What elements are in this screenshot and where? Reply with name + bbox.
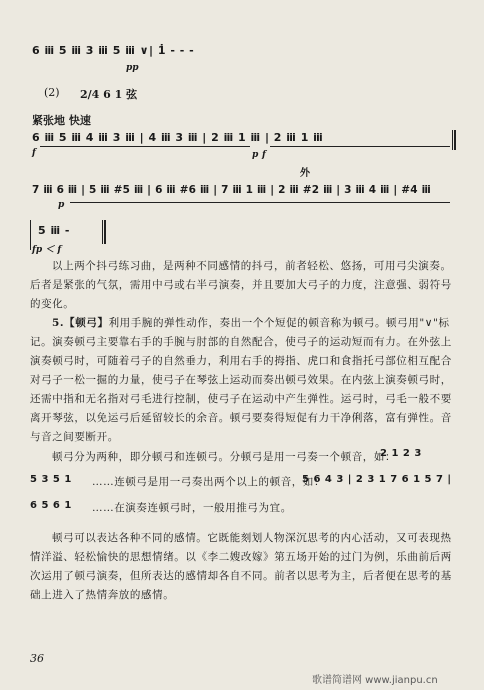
example-separate-staccato-2: 5 3 5 1: [30, 474, 72, 485]
paragraph-staccato-types: 顿弓分为两种，即分顿弓和连顿弓。分顿弓是用一弓奏一个顿音，如：: [52, 451, 397, 463]
section-label: (2): [44, 86, 60, 99]
paragraph-staccato-body: 利用手腕的弹性动作，奏出一个个短促的顿音称为顿弓。顿弓用"∨"标记。演奏顿弓主要靠右手的手腕与肘部的自然配合，使弓子的运动短而有力。在外弦上演奏顿弓时，可随着弓子的自然垂力，利用右手的拇指、虎口和食指托弓部位相互配合对弓子一松一掘的力量，使弓子在琴弦上运动而奏出顿弓效果。在内弦上演奏顿弓时，还需中指和无名指对弓毛进行控制，使弓子在运动中产生弹性。运弓时，弓毛一般不要离开琴弦，以免运弓后延留较长的余音。顿弓要奏得短促有力干净俐落，富有弹性。音与音之间要断开。: [30, 317, 452, 443]
example-separate-staccato-1: 2 1 2 3: [380, 448, 422, 459]
paragraph-tremolo-summary: 以上两个抖弓练习曲，是两种不同感情的抖弓，前者轻松、悠扬，可用弓尖演奏。后者是紧张的气氛，需用中弓或右半弓演奏，并且要加大弓子的力度，注意强、弱符号的变化。: [30, 260, 452, 310]
score-line-3: 7 ⅲ 6 ⅲ | 5 ⅲ #5 ⅲ | 6 ⅲ #6 ⅲ | 7 ⅲ 1 ⅲ | 2 ⅲ #2 ⅲ | 3 ⅲ 4 ⅲ | #4 ⅲ: [32, 184, 431, 196]
page-number: 36: [30, 652, 44, 665]
score-line-4: 5 ⅲ -: [38, 224, 70, 237]
score-line-2-dynamic-f: f: [262, 150, 266, 160]
score-line-4-end-bar: [102, 220, 106, 244]
paragraph-push-bow-note: ……在演奏连顿弓时，一般用推弓为宜。: [92, 502, 292, 514]
score-line-1-dynamic: pp: [126, 63, 139, 73]
score-line-4-dynamic: fp ＜ f: [32, 245, 62, 255]
outer-string-label: 外: [300, 168, 310, 179]
score-line-2-dynamic-start: f: [32, 148, 36, 158]
example-connected-staccato-2: 6 5 6 1: [30, 500, 72, 511]
crescendo-line-2: [70, 202, 450, 203]
paragraph-staccato-bowing: [30, 314, 455, 447]
section-heading-staccato: 5.【顿弓】: [52, 317, 109, 329]
string-tuning: 2/4 6 1 弦: [80, 88, 138, 101]
score-line-1: 6 ⅲ 5 ⅲ 3 ⅲ 5 ⅲ ∨| 1̇ - - -: [32, 44, 195, 57]
score-line-2-dynamic-p: p: [252, 150, 259, 160]
site-watermark: 歌谱简谱网 www.jianpu.cn: [312, 675, 438, 686]
tempo-marking: 紧张地 快速: [32, 114, 91, 127]
crescendo-line: [40, 146, 250, 147]
paragraph-connected-staccato: ……连顿弓是用一弓奏出两个以上的顿音，如：: [92, 476, 326, 488]
paragraph-staccato-emotion: 顿弓可以表达各种不同的感情。它既能刻划人物深沉思考的内心活动，又可表现热情洋溢、轻松愉快的思想情绪。以《李二嫂改嫁》第五场开始的过门为例，乐曲前后两次运用了顿弓演奏，但所表达的感情却各自不同。前者以思考为主，后者便在思考的基础上进入了热情奔放的感情。: [30, 532, 452, 601]
diminuendo-line: [270, 146, 450, 147]
score-line-2-end-bar: [452, 130, 456, 150]
score-line-4-start-bar: [30, 220, 31, 250]
example-connected-staccato-1: 5 6 4 3 | 2 3 1 7 6 1 5 7 |: [302, 474, 452, 485]
score-line-2: 6 ⅲ 5 ⅲ 4 ⅲ 3 ⅲ | 4 ⅲ 3 ⅲ | 2 ⅲ 1 ⅲ | 2 ⅲ 1 ⅲ: [32, 131, 324, 144]
score-line-3-dynamic-p: p: [58, 200, 65, 210]
